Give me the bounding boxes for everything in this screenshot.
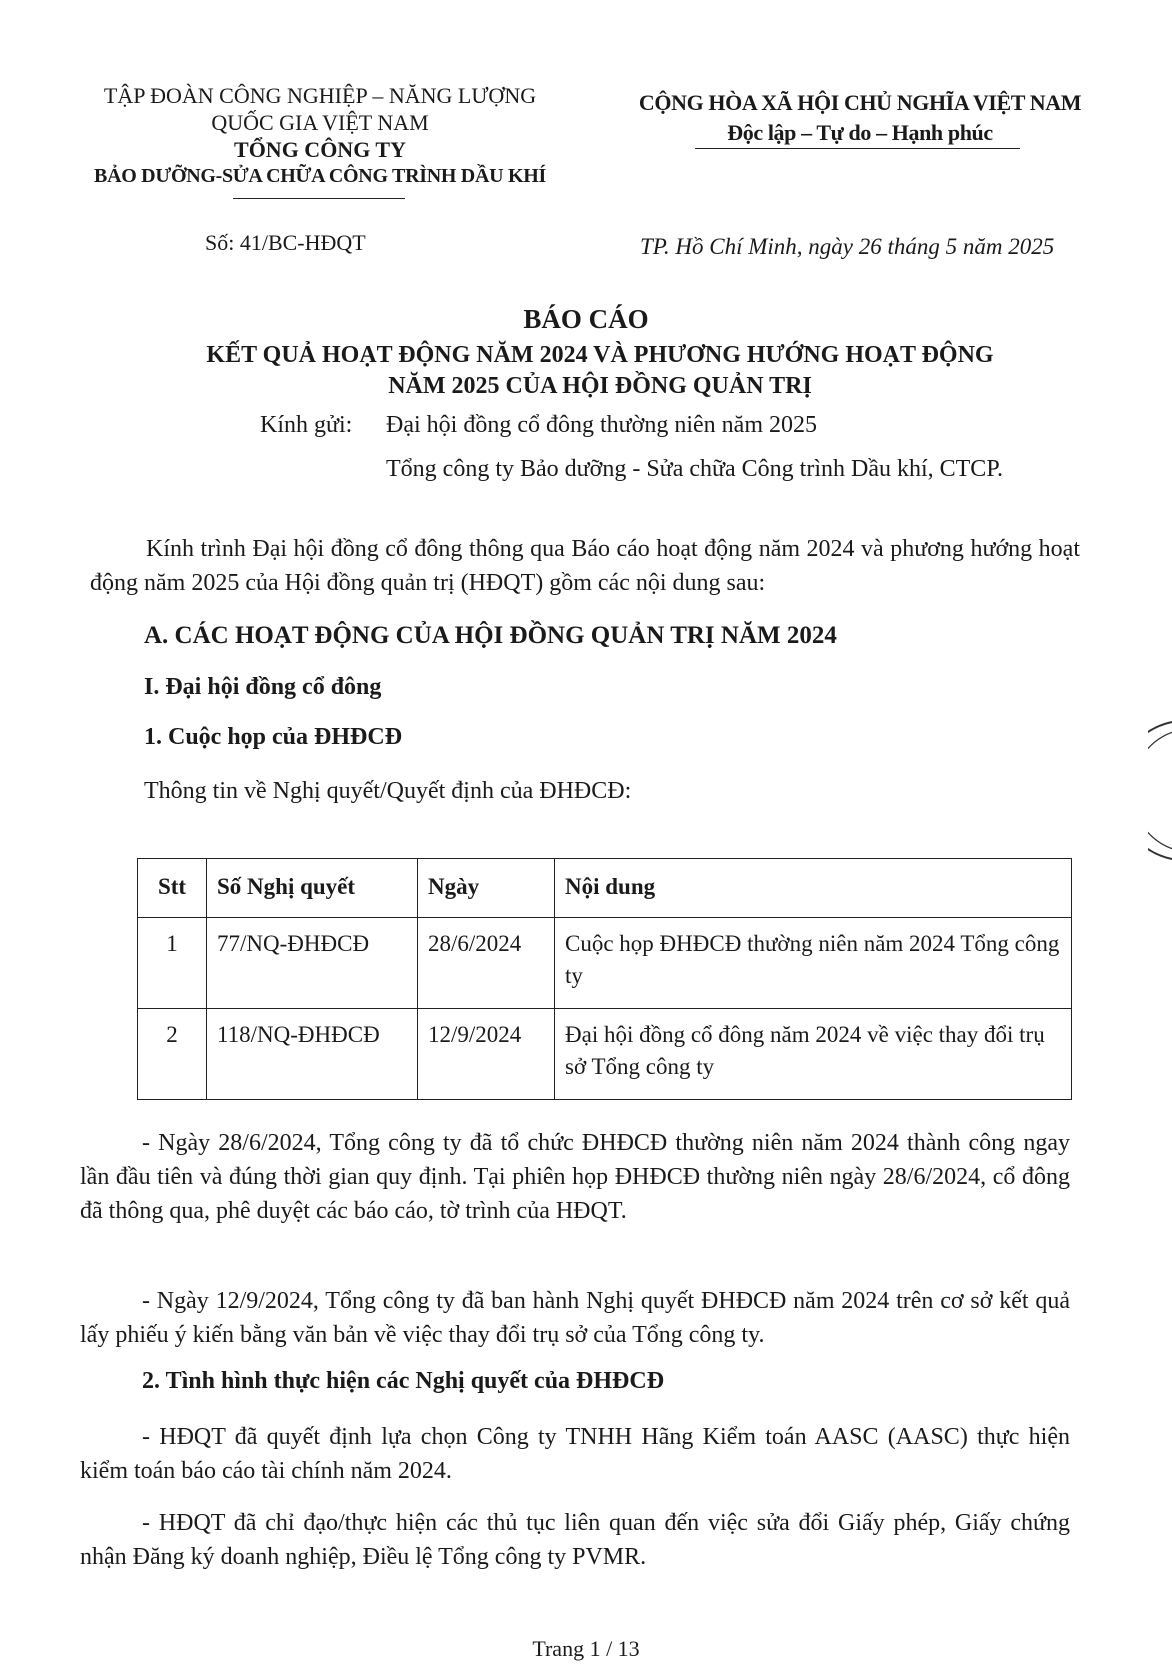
recipients-label: Kính gửi: xyxy=(260,412,353,438)
recipient-2: Tổng công ty Bảo dưỡng - Sửa chữa Công trình Dầu khí, CTCP. xyxy=(386,456,1004,482)
section-2-heading: 2. Tình hình thực hiện các Nghị quyết của ĐHĐCĐ xyxy=(142,1368,665,1394)
issuer-block xyxy=(40,82,600,190)
cell-content: Cuộc họp ĐHĐCĐ thường niên năm 2024 Tổng công ty xyxy=(555,918,1072,1009)
place-date: TP. Hồ Chí Minh, ngày 26 tháng 5 năm 2025 xyxy=(640,234,1055,259)
cell-content: Đại hội đồng cổ đông năm 2024 về việc thay đổi trụ sở Tổng công ty xyxy=(555,1009,1072,1100)
nation-name: CỘNG HÒA XÃ HỘI CHỦ NGHĨA VIỆT NAM xyxy=(638,90,1082,115)
subtitle-line-1: KẾT QUẢ HOẠT ĐỘNG NĂM 2024 VÀ PHƯƠNG HƯỚNG HOẠT ĐỘNG xyxy=(206,342,994,368)
intro-paragraph: Kính trình Đại hội đồng cổ đông thông qua Báo cáo hoạt động năm 2024 và phương hướng hoạt động năm 2025 của Hội đồng quản trị (HĐQT) gồm các nội dung sau: xyxy=(90,536,1080,596)
page-number: Trang 1 / 13 xyxy=(532,1636,640,1661)
issuer-underline xyxy=(233,198,405,199)
subtitle-line-2: NĂM 2025 CỦA HỘI ĐỒNG QUẢN TRỊ xyxy=(388,373,812,399)
section-i-heading: I. Đại hội đồng cổ đông xyxy=(144,674,382,700)
cell-stt: 1 xyxy=(138,918,207,1009)
cell-resolution-no: 77/NQ-ĐHĐCĐ xyxy=(207,918,418,1009)
issuer-line-3: TỔNG CÔNG TY xyxy=(234,137,406,162)
cell-date: 28/6/2024 xyxy=(418,918,555,1009)
issuer-line-2: QUỐC GIA VIỆT NAM xyxy=(211,110,429,135)
cell-date: 12/9/2024 xyxy=(418,1009,555,1100)
motto-underline xyxy=(695,148,1020,149)
paragraph-agm-2024: - Ngày 28/6/2024, Tổng công ty đã tổ chức ĐHĐCĐ thường niên năm 2024 thành công ngay lần đầu tiên và đúng thời gian quy định. Tại phiên họp ĐHĐCĐ thường niên ngày 28/6/2024, cổ đông đã thông qua, phê duyệt các báo cáo, tờ trình của HĐQT. xyxy=(80,1130,1070,1224)
motto: Độc lập – Tự do – Hạnh phúc xyxy=(727,120,993,145)
document-subtitle xyxy=(100,340,1100,402)
issuer-line-4: BẢO DƯỠNG-SỬA CHỮA CÔNG TRÌNH DẦU KHÍ xyxy=(94,165,546,187)
seal-stamp-fragment xyxy=(1148,718,1172,863)
paragraph-resolution-hq: - Ngày 12/9/2024, Tổng công ty đã ban hành Nghị quyết ĐHĐCĐ năm 2024 trên cơ sở kết quả lấy phiếu ý kiến bằng văn bản về việc thay đổi trụ sở của Tổng công ty. xyxy=(80,1288,1070,1348)
paragraph-audit: - HĐQT đã quyết định lựa chọn Công ty TNHH Hãng Kiểm toán AASC (AASC) thực hiện kiểm toán báo cáo tài chính năm 2024. xyxy=(80,1424,1070,1484)
document-title: BÁO CÁO xyxy=(523,304,649,334)
table-row xyxy=(138,1009,1072,1100)
col-header-content: Nội dung xyxy=(555,859,1072,918)
table-header-row xyxy=(138,859,1072,918)
issuer-line-1: TẬP ĐOÀN CÔNG NGHIỆP – NĂNG LƯỢNG xyxy=(103,83,537,108)
document-number: Số: 41/BC-HĐQT xyxy=(205,230,366,255)
national-motto-block xyxy=(610,88,1110,148)
col-header-stt: Stt xyxy=(138,859,207,918)
recipient-1: Đại hội đồng cổ đông thường niên năm 2025 xyxy=(386,412,817,438)
table-row xyxy=(138,918,1072,1009)
table-intro: Thông tin về Nghị quyết/Quyết định của ĐHĐCĐ: xyxy=(144,778,632,804)
cell-stt: 2 xyxy=(138,1009,207,1100)
section-a-heading: A. CÁC HOẠT ĐỘNG CỦA HỘI ĐỒNG QUẢN TRỊ NĂM 2024 xyxy=(144,622,837,649)
col-header-date: Ngày xyxy=(418,859,555,918)
col-header-resolution-no: Số Nghị quyết xyxy=(207,859,418,918)
cell-resolution-no: 118/NQ-ĐHĐCĐ xyxy=(207,1009,418,1100)
paragraph-licenses: - HĐQT đã chỉ đạo/thực hiện các thủ tục liên quan đến việc sửa đổi Giấy phép, Giấy chứng nhận Đăng ký doanh nghiệp, Điều lệ Tổng công ty PVMR. xyxy=(80,1510,1070,1570)
resolutions-table xyxy=(137,858,1072,1100)
section-1-heading: 1. Cuộc họp của ĐHĐCĐ xyxy=(144,724,403,750)
